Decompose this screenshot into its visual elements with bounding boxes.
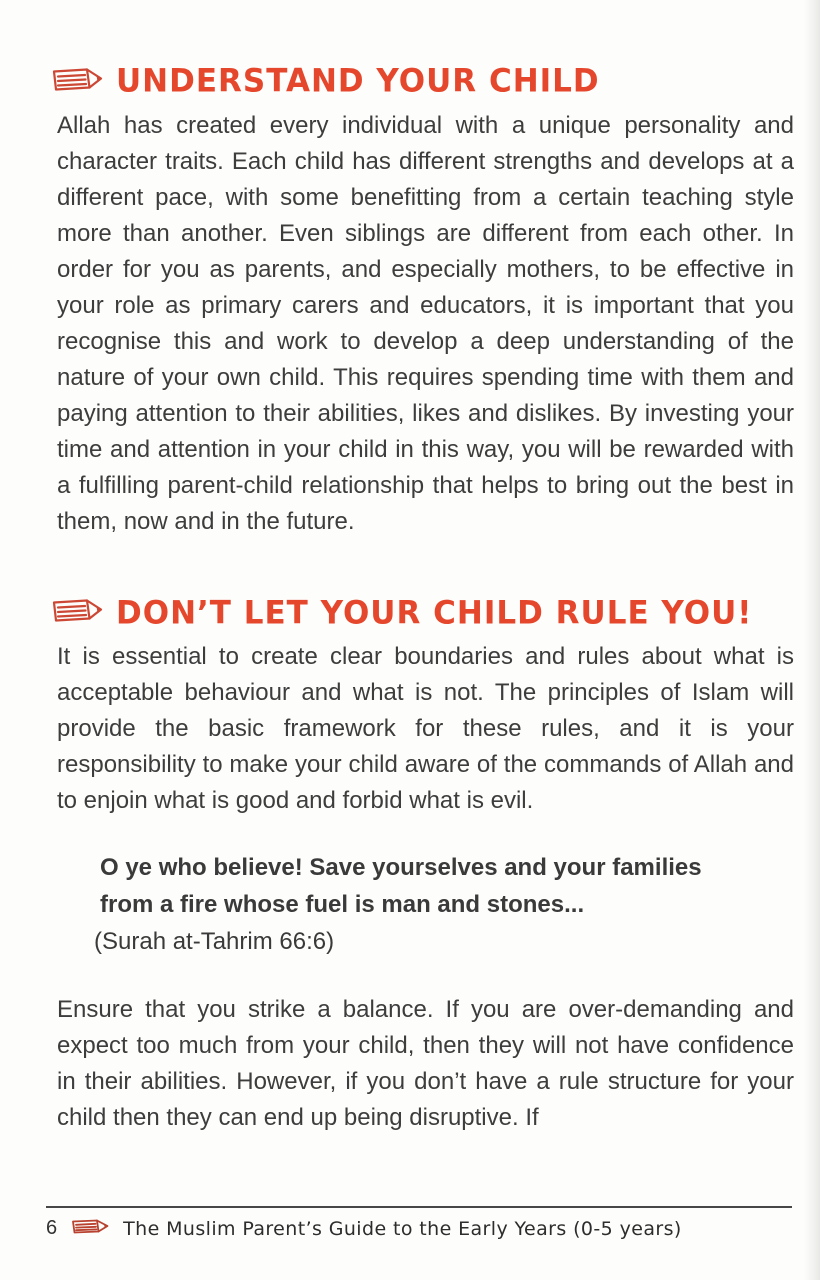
page-footer [46,1206,792,1240]
book-title: The Muslim Parent’s Guide to the Early Years (0-5 years) [123,1217,682,1240]
scanned-page-edge [804,0,820,1280]
body-paragraph: Allah has created every individual with a unique personality and character traits. Each child has different strengths and develops at a different pace, with some benefitting from a certain teaching style more than another. Even siblings are different from each other. In order for you as parents, and especially mothers, to be effective in your role as primary carers and educators, it is important that you recognise this and work to develop a deep understanding of the nature of your own child. This requires spending time with them and paying attention to their abilities, likes and dislikes. By investing your time and attention in your child in this way, you will be rewarded with a fulfilling parent-child relationship that helps to bring out the best in them, now and in the future. [57,111,794,535]
quote-line: from a fire whose fuel is man and stones... [100,891,585,919]
section-title: DON’T LET YOUR CHILD RULE YOU! [116,593,753,632]
pencil-icon [71,1218,109,1240]
pencil-icon [51,66,103,98]
body-paragraph: It is essential to create clear boundaries and rules about what is acceptable behaviour and what is not. The principles of Islam will provide the basic framework for these rules, and it is your responsibility to make your child aware of the commands of Allah and to enjoin what is good and forbid what is evil. [57,643,794,815]
quote-citation: (Surah at-Tahrim 66:6) [94,928,335,956]
quote-line: O ye who believe! Save yourselves and your families [100,854,702,882]
page-content [57,0,794,1136]
section-heading-rule [51,593,794,632]
body-paragraph: Ensure that you strike a balance. If you are over-demanding and expect too much from your child, then they will not have confidence in their abilities. However, if you don’t have a rule structure for your child then they can end up being disruptive. If [57,996,794,1132]
quran-quote [94,849,794,960]
page-number: 6 [46,1217,58,1239]
section-title: UNDERSTAND YOUR CHILD [116,62,600,100]
pencil-icon [51,597,103,629]
section-heading-understand [51,64,794,100]
